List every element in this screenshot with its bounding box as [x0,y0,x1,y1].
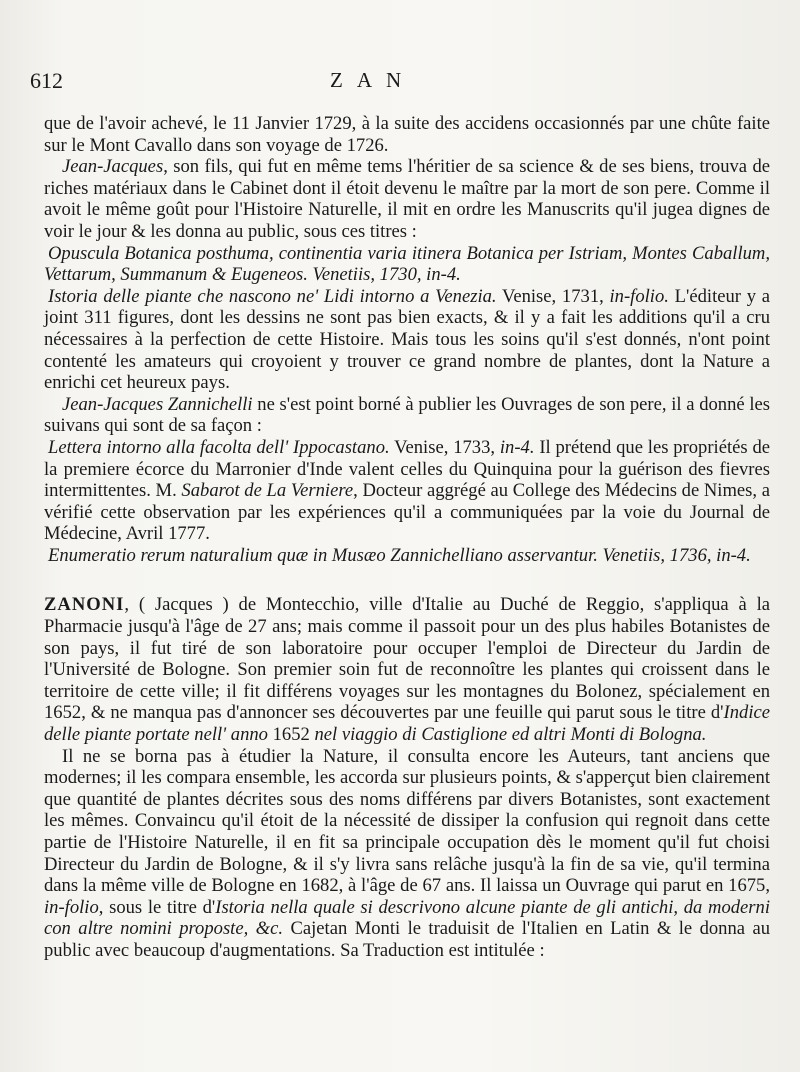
text-run: L'éditeur y a joint 311 figures, dont les dessins ne sont pas bien exacts, & il y a fait les additions qu'il a cru nécessaires à la perfection de cette Histoire. Mais tous les soins qu'il s'est donnés, n'ont point contenté les amateurs qui croyoient y trouver ce grand nombre de plantes, dont la Nature a enrichi cet heureux pays. [44,285,770,394]
paragraph [44,156,770,242]
entry-name: ZANONI [44,594,125,616]
page-number: 612 [30,68,63,93]
paragraph [44,113,770,156]
paragraph [44,394,770,437]
text-run: que de l'avoir achevé, le 11 Janvier 1729, à la suite des accidens occasionnés par une chûte faite sur le Mont Cavallo dans son voyage de 1726. [44,113,770,156]
italic-text: Jean-Jacques [62,156,164,178]
text-run: Venise, 1733, [389,436,500,458]
text-run: , ( Jacques ) de Montecchio, ville d'Italie au Duché de Reggio, s'appliqua à la Pharmacie jusqu'à l'âge de 27 ans; mais comme il passoit pour un des plus habiles Botanistes de son pays, il fut tiré de son laboratoire pour occuper l'emploi de Directeur du Jardin de l'Université de Bologne. Son premier soin fut de reconnoître les plantes qui croissent dans le territoire de cette ville; il fit différens voyages sur les montagnes du Bolonez, spécialement en 1652, & ne manqua pas d'annoncer ses découvertes par une feuille qui parut sous le titre d' [44,594,770,724]
paragraph [44,243,770,286]
italic-text: in-folio [44,896,99,918]
paragraph [44,594,770,745]
text-run: Il prétend que les propriétés de la premiere écorce du Marronier d'Inde valent celles du Quinquina pour la guérison des fievres intermittentes. M. [44,436,770,502]
paragraph [44,746,770,962]
italic-text: Istoria delle piante che nascono ne' Lidi intorno a Venezia. [48,285,497,307]
italic-text: Jean-Jacques Zannichelli [62,393,253,415]
text-run: ne s'est point borné à publier les Ouvrages de son pere, il a donné les suivans qui sont de sa façon : [44,393,770,437]
italic-text: nel viaggio di Castiglione ed altri Monti di Bologna. [314,724,707,746]
paragraph [44,545,770,567]
italic-text: in-4. [499,436,535,458]
text-run: , sous le titre d' [98,896,216,918]
italic-text: Lettera intorno alla facolta dell' Ippocastano. [48,436,390,458]
text-run: 1652 [267,724,315,746]
text-run: , Docteur aggrégé au College des Médecins de Nimes, a vérifié cette observation par les expériences qu'il a communiquées par la voie du Journal de Médecine, Avril 1777. [44,480,770,545]
page-header [30,68,770,98]
italic-text: Opuscula Botanica posthuma, continentia varia itinera Botanica per Istriam, Montes Caballum, Vettarum, Summanum & Eugeneos. Venetiis, 1730, in-4. [44,242,770,286]
paragraph [44,437,770,545]
page-body [44,113,770,962]
text-run: , son fils, qui fut en même tems l'héritier de sa science & de ses biens, trouva de riches matériaux dans le Cabinet dont il étoit devenu le maître par la mort de son pere. Comme il avoit le même goût pour l'Histoire Naturelle, il mit en ordre les Manuscrits qu'il jugea dignes de voir le jour & les donna au public, sous ces titres : [44,156,770,242]
italic-text: Sabarot de La Verniere [181,480,354,502]
italic-text: Istoria nella quale si descrivono alcune piante de gli antichi, da moderni con altre nomini proposte, &c. [44,896,770,940]
text-run: Venise, 1731, [496,285,610,307]
italic-text: in-folio. [609,285,669,307]
section-gap [44,566,770,594]
paragraph [44,286,770,394]
running-head: ZAN [330,68,416,92]
text-run: Il ne se borna pas à étudier la Nature, il consulta encore les Auteurs, tant anciens que modernes; il les compara ensemble, les accorda sur plusieurs points, & s'apperçut bien clairement que quantité de plantes décrites sous des noms différens par divers Botanistes, sont exactement les mêmes. Convaincu qu'il étoit de la nécessité de dissiper la confusion qui regnoit dans cette partie de l'Histoire Naturelle, il en fit sa principale occupation dès le moment qu'il fut choisi Directeur du Jardin de Bologne, & il s'y livra sans relâche jusqu'à la fin de sa vie, qu'il termina dans la même ville de Bologne en 1682, à l'âge de 67 ans. Il laissa un Ouvrage qui parut en 1675, [44,745,770,897]
italic-text: Indice delle piante portate nell' anno [44,702,770,746]
text-run: Cajetan Monti le traduisit de l'Italien en Latin & le donna au public avec beaucoup d'augmentations. Sa Traduction est intitulée : [44,918,771,961]
italic-text: Enumeratio rerum naturalium quæ in Musæo Zannichelliano asservantur. Venetiis, 1736, in-4. [48,544,751,566]
